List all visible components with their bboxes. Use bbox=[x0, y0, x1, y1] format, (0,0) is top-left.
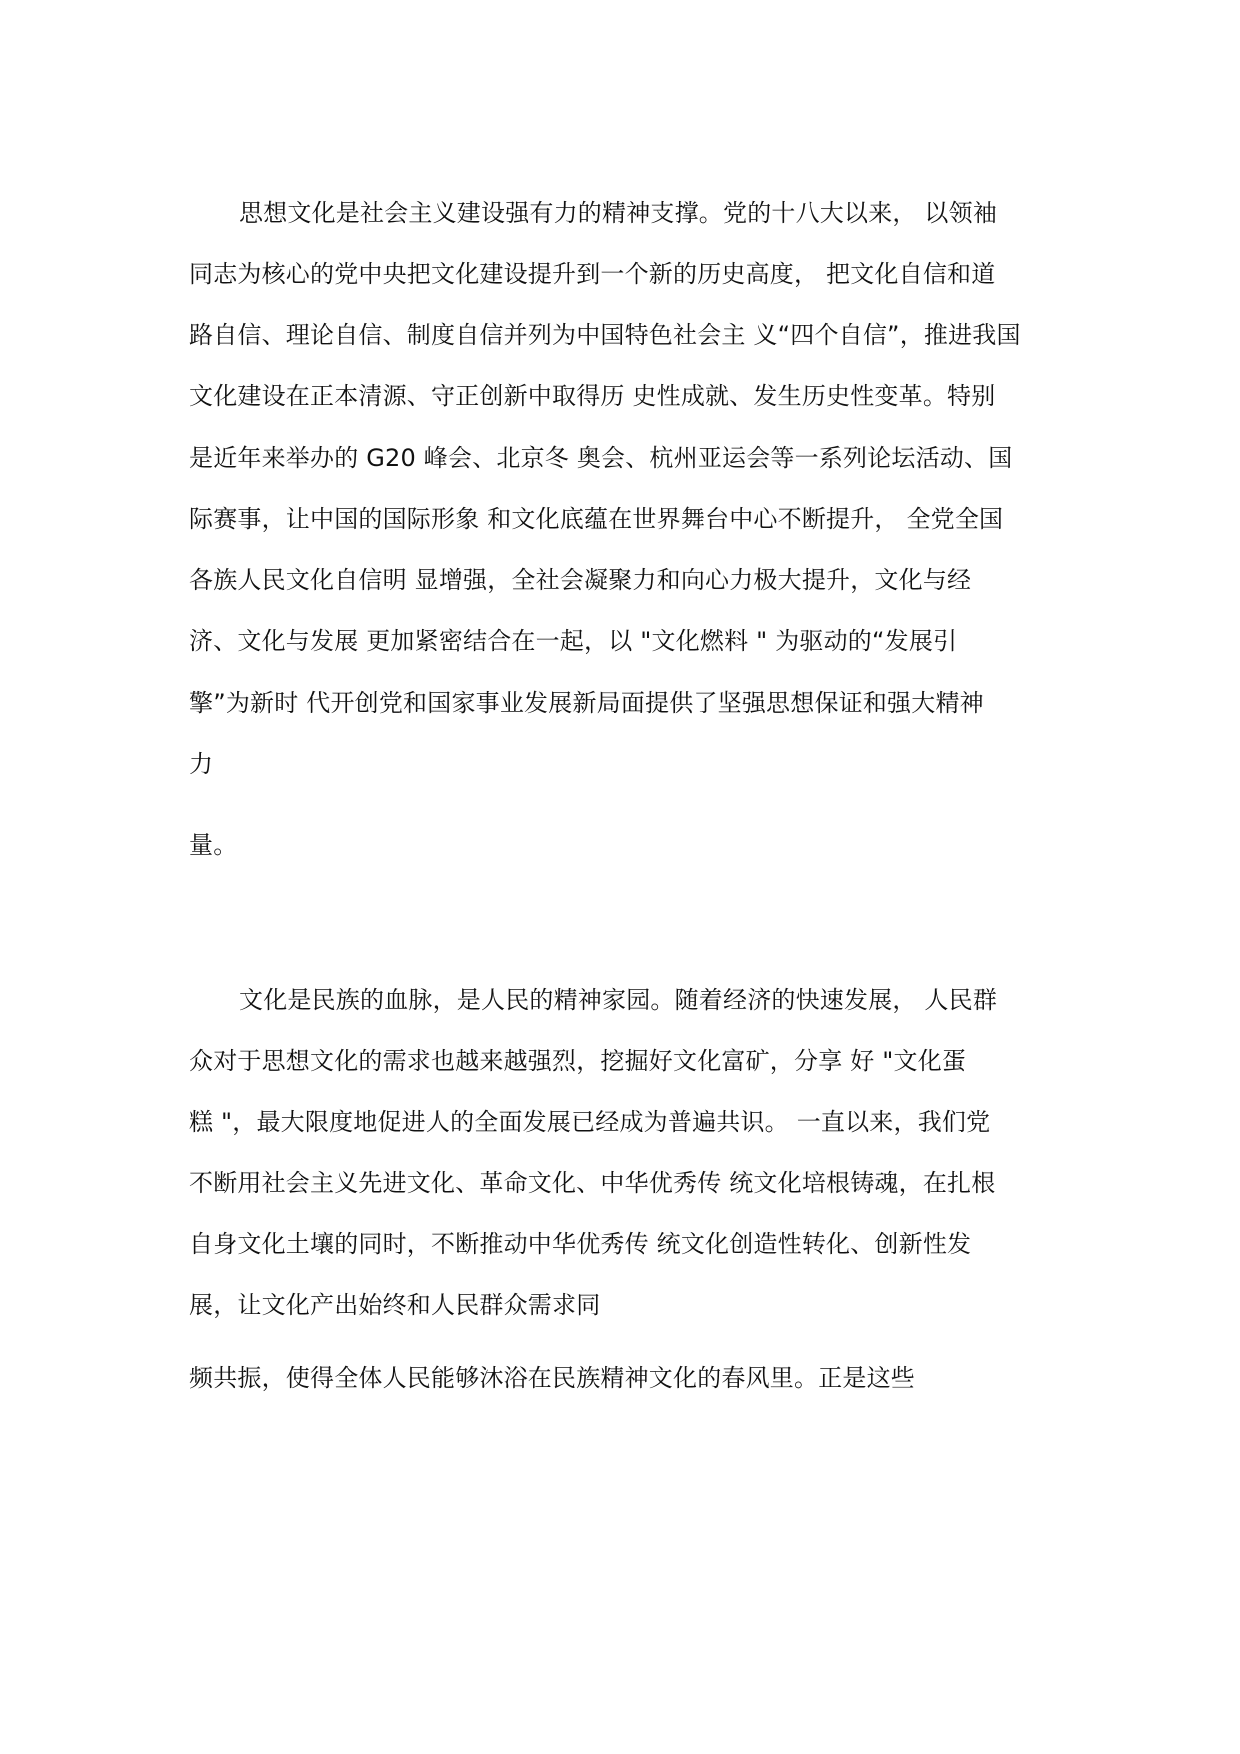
text-line: 是近年来举办的 G20 峰会、北京冬 奥会、杭州亚运会等一系列论坛活动、国 bbox=[189, 444, 1013, 472]
text-line: 同志为核心的党中央把文化建设提升到一个新的历史高度， 把文化自信和道 bbox=[189, 260, 996, 288]
text-line: 思想文化是社会主义建设强有力的精神支撑。党的十八大以来， 以领袖 bbox=[239, 199, 998, 227]
text-line: 众对于思想文化的需求也越来越强烈，挖掘好文化富矿，分享 好 "文化蛋 bbox=[189, 1047, 967, 1075]
text-line: 频共振，使得全体人民能够沐浴在民族精神文化的春风里。正是这些 bbox=[189, 1364, 915, 1392]
text-line: 济、文化与发展 更加紧密结合在一起，以 "文化燃料 " 为驱动的“发展引 bbox=[189, 627, 958, 655]
text-line: 展，让文化产出始终和人民群众需求同 bbox=[189, 1291, 601, 1319]
text-line: 际赛事，让中国的国际形象 和文化底蕴在世界舞台中心不断提升， 全党全国 bbox=[189, 505, 1004, 533]
text-line: 力 bbox=[189, 750, 214, 778]
text-line: 路自信、理论自信、制度自信并列为中国特色社会主 义“四个自信”，推进我国 bbox=[189, 321, 1021, 349]
text-line: 文化建设在正本清源、守正创新中取得历 史性成就、发生历史性变革。特别 bbox=[189, 382, 996, 410]
text-line: 各族人民文化自信明 显增强，全社会凝聚力和向心力极大提升，文化与经 bbox=[189, 566, 972, 594]
text-line: 不断用社会主义先进文化、革命文化、中华优秀传 统文化培根铸魂，在扎根 bbox=[189, 1169, 996, 1197]
text-line: 量。 bbox=[189, 831, 238, 859]
text-line: 自身文化土壤的同时，不断推动中华优秀传 统文化创造性转化、创新性发 bbox=[189, 1230, 972, 1258]
text-line: 文化是民族的血脉，是人民的精神家园。随着经济的快速发展， 人民群 bbox=[239, 986, 998, 1014]
text-line: 擎”为新时 代开创党和国家事业发展新局面提供了坚强思想保证和强大精神 bbox=[189, 689, 984, 717]
text-line: 糕 "，最大限度地促进人的全面发展已经成为普遍共识。 一直以来，我们党 bbox=[189, 1108, 991, 1136]
